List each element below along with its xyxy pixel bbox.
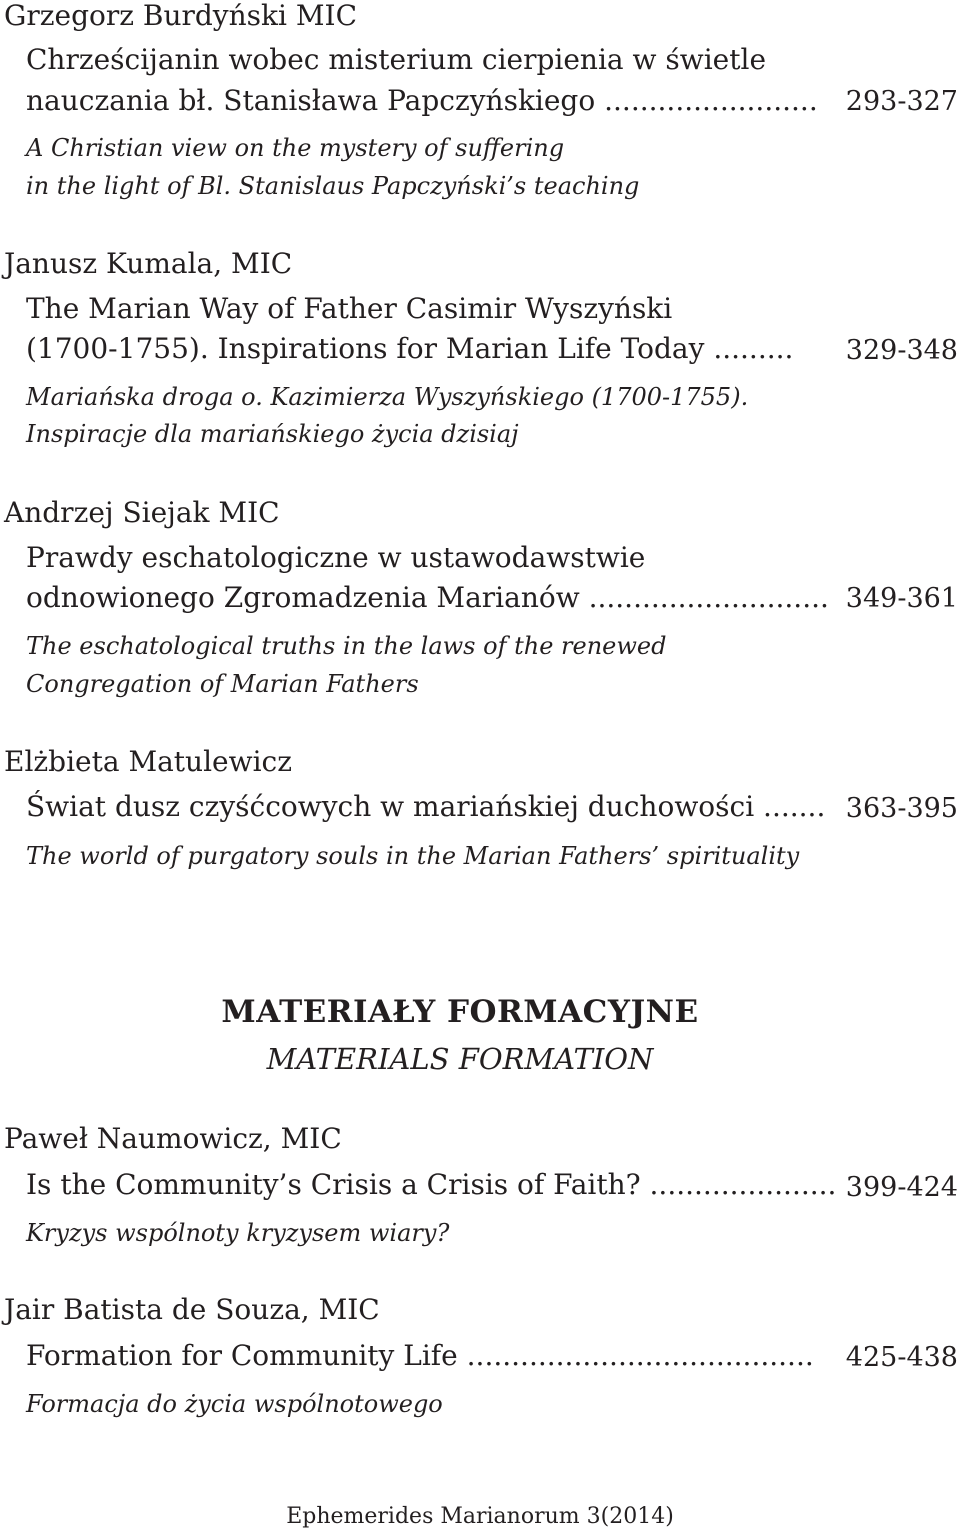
entry-translation-line: Formacja do życia wspólnotowego	[26, 1390, 443, 1418]
entry-title-line: Is the Community’s Crisis a Crisis of Faith? .....................	[26, 1168, 837, 1201]
entry-translation-line: The world of purgatory souls in the Marian Fathers’ spirituality	[26, 842, 800, 870]
entry-pages: 425-438	[845, 1342, 958, 1373]
section-title: MATERIAŁY FORMACYJNE	[221, 994, 699, 1030]
entry-author: Andrzej Siejak MIC	[4, 496, 280, 529]
entry-title-line: Formation for Community Life .......................................	[26, 1339, 814, 1372]
entry-title-line: Chrześcijanin wobec misterium cierpienia w świetle	[26, 43, 767, 76]
entry-title-line: The Marian Way of Father Casimir Wyszyński	[26, 292, 673, 325]
entry-author: Elżbieta Matulewicz	[4, 745, 292, 778]
entry-title-line: odnowionego Zgromadzenia Marianów ...........................	[26, 581, 829, 614]
entry-translation-line: Congregation of Marian Fathers	[26, 670, 419, 698]
entry-title-line: (1700-1755). Inspirations for Marian Life Today .........	[26, 332, 794, 365]
entry-pages: 329-348	[845, 335, 958, 366]
entry-author: Grzegorz Burdyński MIC	[4, 0, 358, 32]
page-footer: Ephemerides Marianorum 3(2014)	[286, 1504, 674, 1529]
entry-translation-line: in the light of Bl. Stanislaus Papczyński’s teaching	[26, 172, 640, 200]
entry-translation-line: A Christian view on the mystery of suffering	[26, 134, 565, 162]
entry-title-line: Świat dusz czyśćcowych w mariańskiej duchowości .......	[26, 790, 826, 823]
entry-author: Jair Batista de Souza, MIC	[4, 1293, 380, 1326]
entry-pages: 399-424	[845, 1172, 958, 1203]
entry-title-line: nauczania bł. Stanisława Papczyńskiego ........................	[26, 84, 818, 117]
entry-pages: 363-395	[845, 793, 958, 824]
entry-translation-line: The eschatological truths in the laws of the renewed	[26, 632, 667, 660]
section-subtitle: MATERIALS FORMATION	[266, 1042, 654, 1076]
entry-title-line: Prawdy eschatologiczne w ustawodawstwie	[26, 541, 646, 574]
entry-author: Janusz Kumala, MIC	[4, 247, 293, 280]
entry-author: Paweł Naumowicz, MIC	[4, 1122, 342, 1155]
entry-pages: 349-361	[845, 583, 958, 614]
entry-translation-line: Kryzys wspólnoty kryzysem wiary?	[26, 1219, 450, 1247]
entry-translation-line: Inspiracje dla mariańskiego życia dzisiaj	[26, 420, 519, 448]
entry-pages: 293-327	[845, 86, 958, 117]
entry-translation-line: Mariańska droga o. Kazimierza Wyszyńskiego (1700-1755).	[26, 383, 749, 411]
